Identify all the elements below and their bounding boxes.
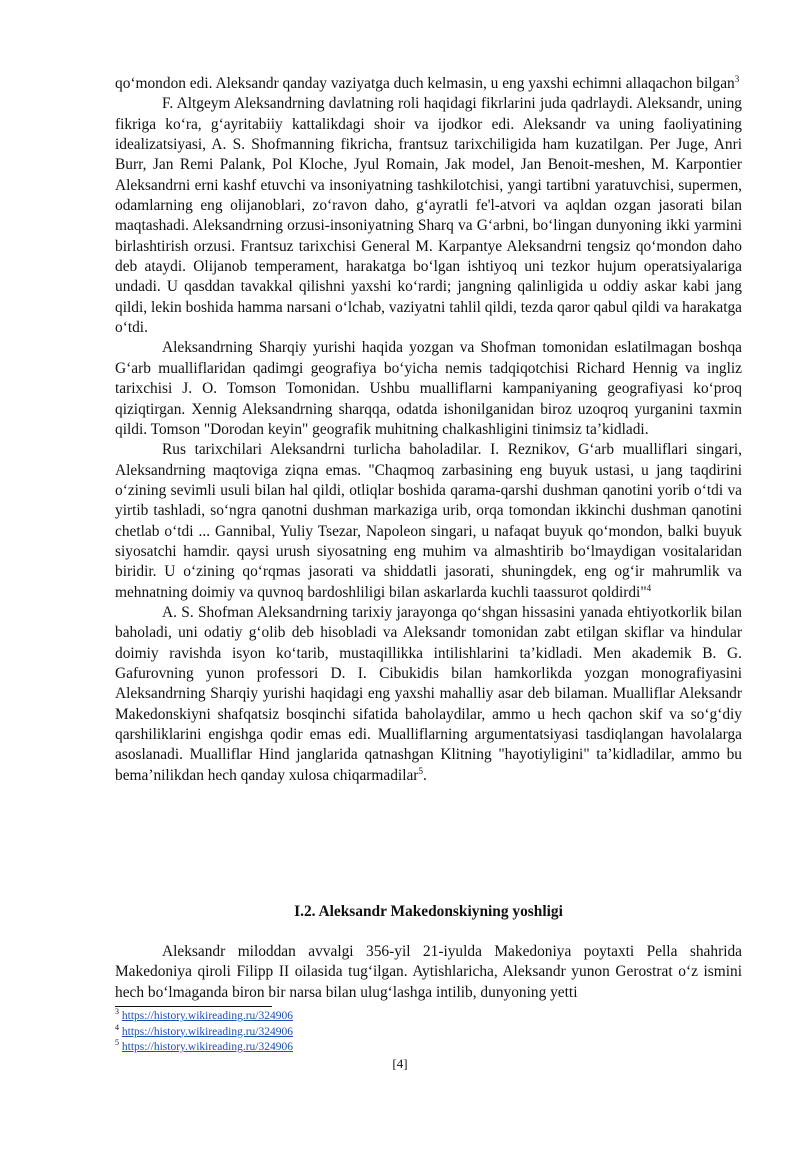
footnote-link[interactable]: https://history.wikireading.ru/324906 — [121, 1010, 293, 1022]
body-text — [115, 74, 742, 786]
footnote-ref[interactable]: 5 — [418, 765, 423, 776]
paragraph: A. S. Shofman Aleksandrning tarixiy jarayonga qo‘shgan hissasini yanada ehtiyotkorlik bilan baholadi, uni odatiy g‘olib deb hisobladi va Aleksandr tomonidan zabt etilgan skiflar va hindular doimiy ravishda isyon ko‘tarib, mustaqillikka intilishlarini ta’kidladi. Men akademik B. G. Gafurovning yunon professori D. I. Cibukidis bilan hamkorlikda yozgan monografiyasini Aleksandrning Sharqiy yurishi haqidagi eng yaxshi mahalliy asar deb bilaman. Mualliflar Aleksandr Makedonskiyni shafqatsiz bosqinchi sifatida baholaydilar, ammo u hech qachon skif va so‘g‘diy qarshiliklarini engishga qodir emas edi. Mualliflarning argumentatsiyasi tasdiqlangan havolalarga asoslanadi. Mualliflar Hind janglarida qatnashgan Klitning "hayotiyligini" ta’kidladilar, ammo bu bema’nilikdan hech qanday xulosa chiqarmadilar$^5$. — [115, 603, 742, 784]
paragraph: F. Altgeym Aleksandrning davlatning roli haqidagi fikrlarini juda qadrlaydi. Aleksandr, uning fikriga ko‘ra, g‘ayritabiiy kattalikdagi shoir va ijodkor edi. Aleksandr va uning faoliyatining idealizatsiyasi, A. S. Shofmanning fikricha, frantsuz tarixchiligida ham kuzatilgan. Per Juge, Anri Burr, Jan Remi Palank, Pol Kloche, Jyul Romain, Jak model, Jan Benoit-meshen, M. Karpontier Aleksandrni erni kashf etuvchi va insoniyatning tashkilotchisi, yangi tartibni yaratuvchisi, supermen, odamlarning eng olijanoblari, zo‘ravon daho, g‘ayratli fe'l-atvori va aqldan ozgan jasorati bilan maqtashadi. Aleksandrning orzusi-insoniyatning Sharq va G‘arbni, bo‘lingan dunyoning ikki yarmini birlashtirish orzusi. Frantsuz tarixchisi General M. Karpantye Aleksandrni tengsiz qo‘mondon daho deb ataydi. Olijanob temperament, harakatga bo‘lgan ishtiyoq uni tezkor hujum operatsiyalariga undadi. U qasddan tavakkal qilishni yaxshi ko‘rardi; jangning qalinligida u oddiy askar kabi jang qildi, lekin boshida hamma narsani o‘lchab, vaziyatni tahlil qildi, tezda qaror qabul qildi va harakatga o‘tdi. — [115, 95, 742, 337]
footnotes — [115, 1009, 742, 1056]
section-heading: I.2. Aleksandr Makedonskiyning yoshligi — [294, 903, 563, 920]
paragraph: Aleksandrning Sharqiy yurishi haqida yozgan va Shofman tomonidan eslatilmagan boshqa G‘arb mualliflaridan qadimgi geografiya bo‘yicha nemis tadqiqotchisi Richard Hennig va ingliz tarixchisi J. O. Tomson Tomonidan. Ushbu mualliflarni kampaniyaning geografiyasi ko‘proq qiziqtirgan. Xennig Aleksandrning sharqqa, odatda ishonilganidan biroz uzoqroq yurganini taxmin qildi. Tomson "Dorodan keyin" geografik muhitning chalkashligini tinimsiz ta’kidladi. — [115, 339, 742, 438]
footnote-item — [115, 1009, 742, 1025]
footnote-link[interactable]: https://history.wikireading.ru/324906 — [121, 1041, 293, 1053]
paragraph: qo‘mondon edi. Aleksandr qanday vaziyatga duch kelmasin, u eng yaxshi echimni allaqachon bilgan$^3$ — [115, 73, 740, 92]
page-number: [4] — [392, 1056, 408, 1071]
paragraph: Rus tarixchilari Aleksandrni turlicha baholadilar. I. Reznikov, G‘arb mualliflari singari, Aleksandrning maqtoviga ziqna emas. "Chaqmoq zarbasining eng buyuk ustasi, u jang taqdirini o‘zining sevimli usuli bilan hal qildi, otliqlar boshida qarama-qarshi dushman qanotini yorib o‘tdi va yirtib tashladi, so‘ngra qanotni dushman markaziga urib, orqa tomondan ikkinchi dushman qanotini chetlab o‘tdi ... Gannibal, Yuliy Tsezar, Napoleon singari, u nafaqat buyuk qo‘mondon, balki buyuk siyosatchi hamdir. qaysi urush siyosatning eng muhim va almashtirib bo‘lmaydigan vositalaridan biridir. U o‘zining qo‘rqmas jasorati va shiddatli jasorati, shuningdek, eng og‘ir mahrumlik va mehnatning doimiy va quvnoq bardoshliligi bilan askarlarda kuchli taassurot qoldirdi"$^4$ — [115, 441, 742, 601]
footnote-item — [115, 1022, 742, 1041]
footnote-ref[interactable]: 4 — [646, 582, 652, 593]
footnote-number: 3 — [115, 1007, 119, 1017]
footnote-divider — [115, 1006, 272, 1007]
paragraph: Aleksandr miloddan avvalgi 356-yil 21-iyulda Makedoniya poytaxti Pella shahrida Makedoniya qiroli Filipp II oilasida tug‘ilgan. Aytishlaricha, Aleksandr yunon Gerostrat o‘z ismini hech bo‘lmaganda biron bir narsa bilan ulug‘lashga intilib, dunyoning yetti — [115, 943, 742, 1001]
section-body — [115, 942, 742, 1003]
footnote-link[interactable]: https://history.wikireading.ru/324906 — [121, 1025, 293, 1038]
footnote-number: 5 — [115, 1038, 119, 1048]
footnote-number: 4 — [115, 1022, 119, 1032]
footnote-ref[interactable]: 3 — [734, 73, 740, 84]
footnote-item — [115, 1040, 742, 1056]
